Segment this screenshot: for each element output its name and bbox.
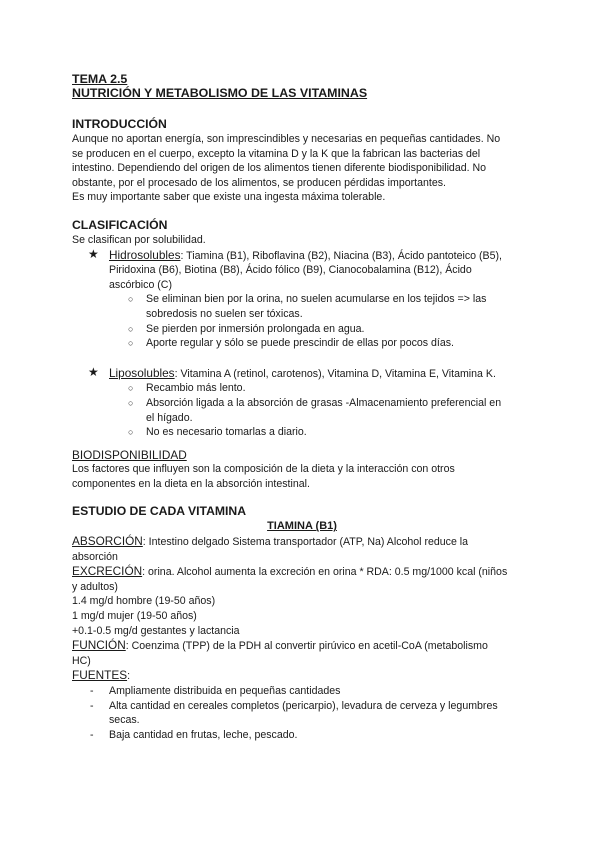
lipo-sub-item <box>72 425 532 440</box>
excrecion-text: y adultos) <box>72 580 118 593</box>
vitamin-title: TIAMINA (B1) <box>267 520 337 533</box>
intro-heading: INTRODUCCIÓN <box>72 117 167 131</box>
sub-item-text: el hígado. <box>146 411 193 424</box>
excrecion-text: : orina. Alcohol aumenta la excreción en orina * RDA: 0.5 mg/1000 kcal (niños <box>142 566 508 579</box>
circle-bullet-icon: ○ <box>128 323 134 334</box>
biodisponibilidad-heading: BIODISPONIBILIDAD <box>72 447 187 462</box>
absorcion-text: absorción <box>72 550 118 563</box>
fuentes-item <box>72 684 532 699</box>
hidrosolubles-text: ascórbico (C) <box>109 278 172 291</box>
intro-line: Es muy importante saber que existe una ingesta máxima tolerable. <box>72 191 386 204</box>
funcion-text: HC) <box>72 654 91 667</box>
intro-line: intestino. Dependiendo del origen de los alimentos tienen diferente biodisponibilidad. No <box>72 162 487 175</box>
circle-bullet-icon: ○ <box>128 383 134 394</box>
sub-item-text: Se eliminan bien por la orina, no suelen acumularse en los tejidos => las <box>146 293 487 306</box>
topic-number: TEMA 2.5 <box>72 72 128 86</box>
sub-item-text: Recambio más lento. <box>146 382 246 395</box>
document-title: NUTRICIÓN Y METABOLISMO DE LAS VITAMINAS <box>72 86 368 100</box>
hidrosolubles-text: Piridoxina (B6), Biotina (B8), Ácido fólico (B9), Cianocobalamina (B12), Ácido <box>109 264 472 277</box>
fuentes-item-text: Alta cantidad en cereales completos (pericarpio), levadura de cerveza y legumbres <box>109 699 498 712</box>
absorcion-label: ABSORCIÓN <box>72 534 143 549</box>
sub-item-text: Se pierden por inmersión prolongada en agua. <box>146 322 365 335</box>
fuentes-item <box>72 699 532 728</box>
star-bullet-icon: ★ <box>88 364 99 379</box>
intro-line: Aunque no aportan energía, son imprescindibles y necesarias en pequeñas cantidades. No <box>72 133 501 145</box>
sub-item-text: sobredosis no suelen ser tóxicas. <box>146 307 303 320</box>
hidro-sub-item <box>72 322 532 337</box>
doc-header <box>72 72 532 100</box>
rda-line: 1.4 mg/d hombre (19-50 años) <box>72 595 216 608</box>
circle-bullet-icon: ○ <box>128 294 134 305</box>
hidrosolubles-text: : Tiamina (B1), Riboflavina (B2), Niacina (B3), Ácido pantoteico (B5), <box>180 249 502 262</box>
hidro-sub-item <box>72 336 532 351</box>
hidrosolubles-item <box>72 248 532 293</box>
circle-bullet-icon: ○ <box>128 427 134 438</box>
liposolubles-item <box>72 366 532 382</box>
biodisponibilidad-line: Los factores que influyen son la composición de la dieta y la interacción con otros <box>72 463 455 476</box>
lipo-sub-item <box>72 381 532 396</box>
fuentes-colon: : <box>127 670 131 683</box>
star-bullet-icon: ★ <box>88 246 99 261</box>
rda-line: 1 mg/d mujer (19-50 años) <box>72 610 197 623</box>
liposolubles-text: : Vitamina A (retinol, carotenos), Vitamina D, Vitamina E, Vitamina K. <box>174 367 496 380</box>
document-page <box>72 72 532 742</box>
estudio-section <box>72 504 532 742</box>
circle-bullet-icon: ○ <box>128 338 134 349</box>
sub-item-text: No es necesario tomarlas a diario. <box>146 426 307 439</box>
lipo-sub-item <box>72 396 532 425</box>
dash-bullet-icon: - <box>90 728 94 741</box>
fuentes-item-text: Ampliamente distribuida en pequeñas cantidades <box>109 685 341 697</box>
absorcion-text: : Intestino delgado Sistema transportador (ATP, Na) Alcohol reduce la <box>142 536 469 549</box>
clasificacion-section <box>72 218 532 440</box>
funcion-label: FUNCIÓN <box>72 638 126 653</box>
dash-bullet-icon: - <box>90 699 94 712</box>
funcion-text: : Coenzima (TPP) de la PDH al convertir pirúvico en acetil-CoA (metabolismo <box>125 640 488 653</box>
intro-section <box>72 117 532 205</box>
clasificacion-intro: Se clasifican por solubilidad. <box>72 233 206 246</box>
liposolubles-label: Liposolubles <box>109 365 175 380</box>
estudio-heading: ESTUDIO DE CADA VITAMINA <box>72 504 247 519</box>
clasificacion-heading: CLASIFICACIÓN <box>72 217 168 232</box>
hidrosolubles-label: Hidrosolubles <box>109 247 181 262</box>
sub-item-text: Aporte regular y sólo se puede prescindir de ellas por pocos días. <box>146 337 454 350</box>
fuentes-label: FUENTES <box>72 668 128 683</box>
sub-item-text: Absorción ligada a la absorción de grasas -Almacenamiento preferencial en <box>146 396 502 409</box>
intro-line: se producen en el cuerpo, excepto la vitamina D y la K que la fabrican las bacterias del <box>72 147 481 160</box>
fuentes-item <box>72 728 532 743</box>
rda-line: +0.1-0.5 mg/d gestantes y lactancia <box>72 624 240 637</box>
biodisponibilidad-section <box>72 448 532 492</box>
dash-bullet-icon: - <box>90 685 94 697</box>
circle-bullet-icon: ○ <box>128 397 134 408</box>
fuentes-item-text: secas. <box>109 714 140 727</box>
fuentes-item-text: Baja cantidad en frutas, leche, pescado. <box>109 728 298 741</box>
excrecion-label: EXCRECIÓN <box>72 564 143 579</box>
intro-line: obstante, por el procesado de los alimentos, se producen pérdidas importantes. <box>72 176 446 189</box>
biodisponibilidad-line: componentes en la dieta en la absorción intestinal. <box>72 477 310 490</box>
hidro-sub-item <box>72 292 532 321</box>
